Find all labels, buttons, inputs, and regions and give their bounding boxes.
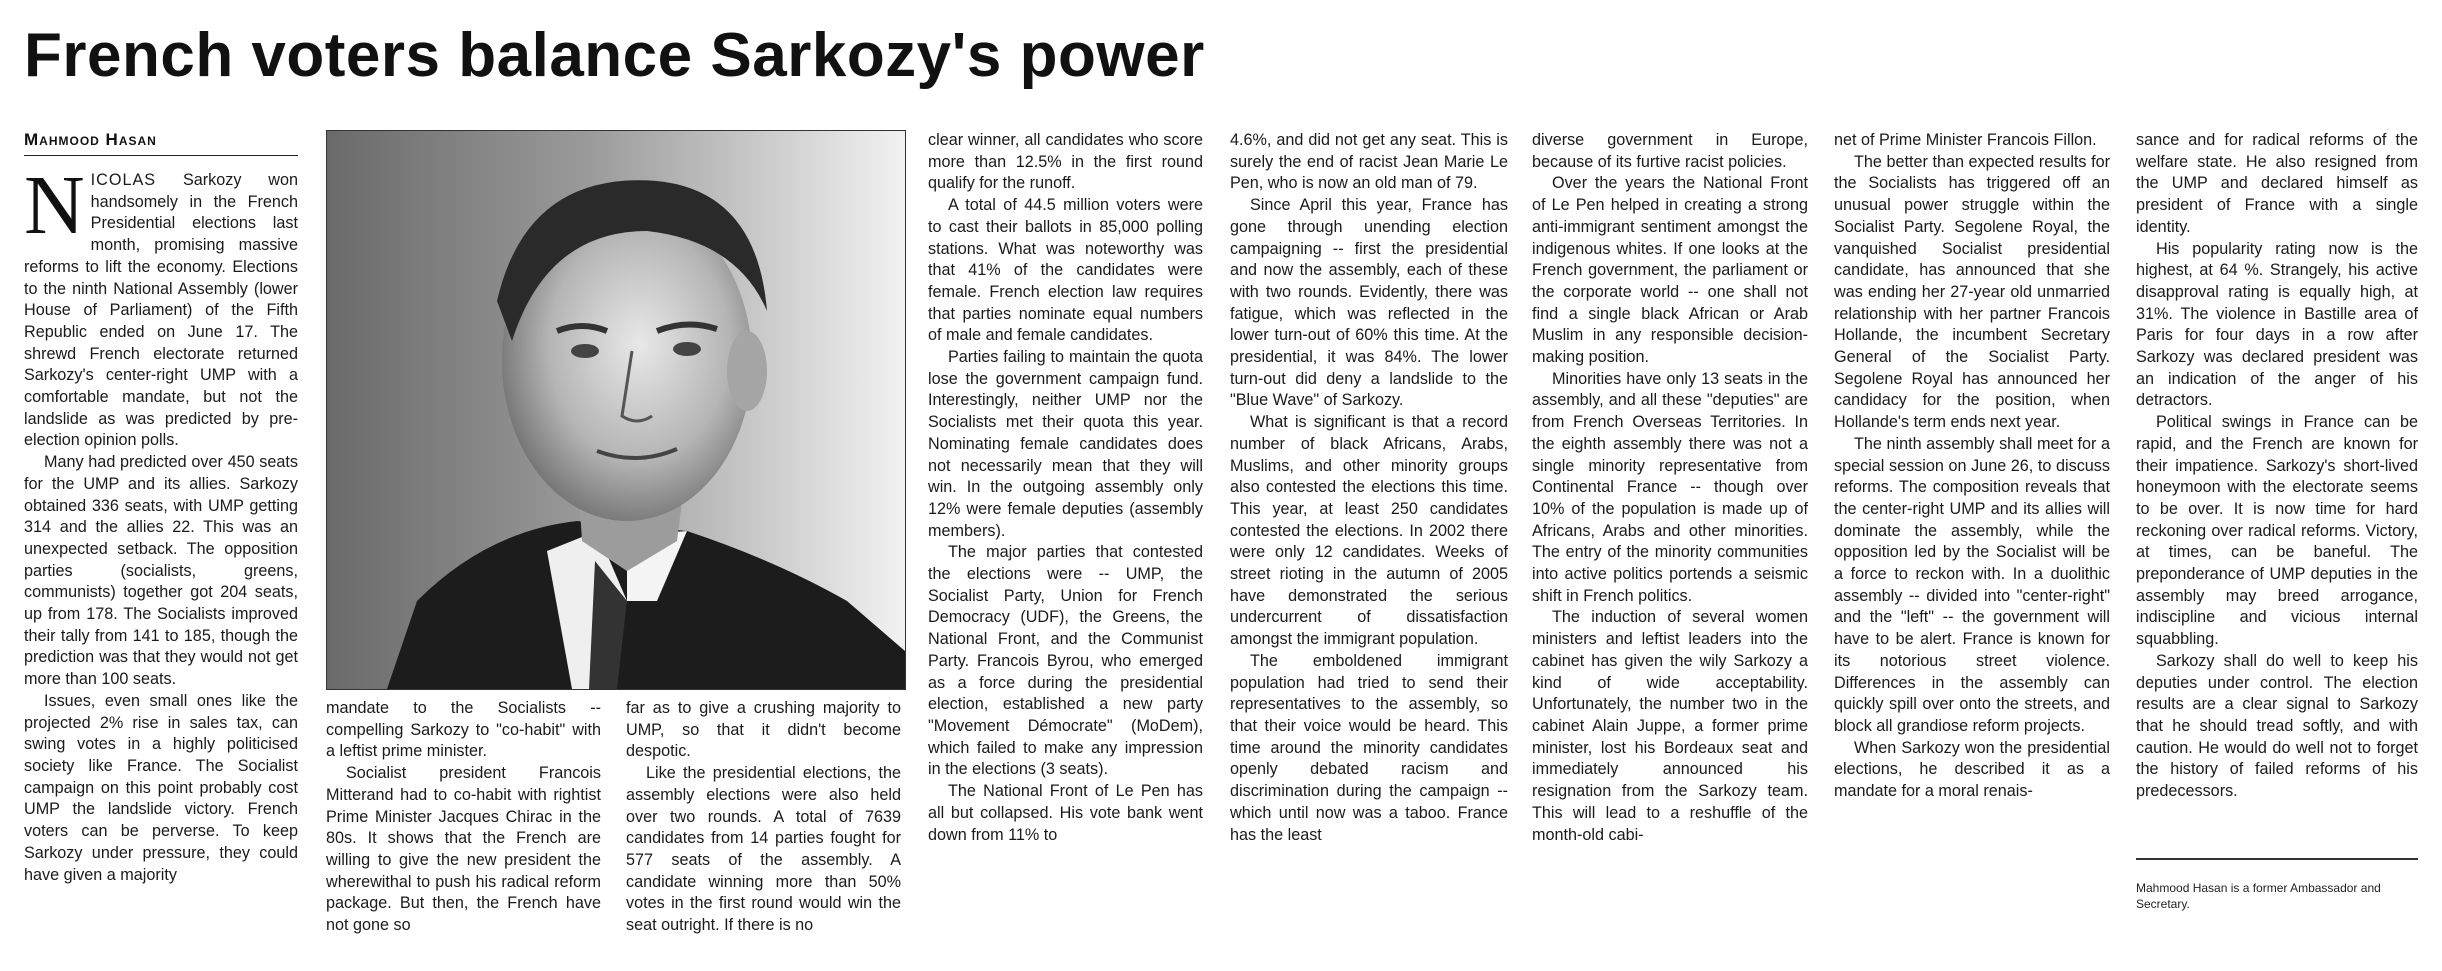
paragraph: net of Prime Minister Francois Fillon. <box>1834 131 2097 149</box>
byline: Mahmood Hasan <box>24 130 298 156</box>
paragraph: mandate to the Socialists -- compelling Sarkozy to "co-habit" with a leftist prime minister. <box>326 699 601 761</box>
column-5 <box>1532 130 1808 960</box>
paragraph: Parties failing to maintain the quota lose the government campaign fund. Interestingly, neither UMP nor the Socialists met their quota this year. Nominating female candidates does not necessarily mean that they will win. In the outgoing assembly only 12% were female deputies (assembly members). <box>928 348 1203 540</box>
drop-cap: N <box>24 170 85 252</box>
paragraph: The major parties that contested the elections were -- UMP, the Socialist Party, Union for French Democracy (UDF), the Greens, the National Front, and the Communist Party. Francois Byrou, who emerged as a force during the presidential election, established a new party "Movement Démocrate" (MoDem), which failed to make any impression in the elections (3 seats). <box>928 543 1203 779</box>
portrait-image <box>327 131 905 689</box>
paragraph: The emboldened immigrant population had tried to send their representatives to the assembly, so that their voice would be heard. This time around the minority candidates openly debated racism and discrimination during the campaign -- which until now was a taboo. France has the least <box>1230 651 1508 844</box>
paragraph: The ninth assembly shall meet for a special session on June 26, to discuss reforms. The composition reveals that the center-right UMP and its allies will dominate the assembly, while the opposition led by the Socialist will be a force to reckon with. In a duolithic assembly -- divided into "center-right" and the "left" -- the government will have to be alert. France is known for its notorious street violence. Differences in the assembly can quickly spill over onto the streets, and block all grandiose reform projects. <box>1834 434 2110 735</box>
paragraph: Over the years the National Front of Le Pen helped in creating a strong anti-immigrant sentiment amongst the indigenous whites. If one looks at the French government, the parliament or the corporate world -- one shall not find a single black African or Arab Muslim in any responsible decision-making position. <box>1532 174 1808 367</box>
column-3-top <box>928 130 1203 960</box>
column-6 <box>1834 130 2110 960</box>
paragraph: The induction of several women ministers and leftist leaders into the cabinet has given the wily Sarkozy a kind of wide acceptability. Unfortunately, the number two in the cabinet Alain Juppe, a former prime minister, lost his Bordeaux seat and immediately announced his resignation from the Sarkozy team. This will lead to a reshuffle of the month-old cabi- <box>1532 608 1808 844</box>
paragraph: Sarkozy shall do well to keep his deputies under control. The election results are a clear signal to Sarkozy that he should tread softly, and with caution. He would do well not to forget the history of failed reforms of his predecessors. <box>2136 651 2418 801</box>
column-4 <box>1230 130 1508 960</box>
paragraph: His popularity rating now is the highest, at 64 %. Strangely, his active disapproval rating is equally high, at 31%. The violence in Bastille area of Paris for four days in a row after Sarkozy was declared president was an indication of the anger of his detractors. <box>2136 239 2418 410</box>
paragraph: Minorities have only 13 seats in the assembly, and all these "deputies" are from French Overseas Territories. In the eighth assembly there was not a single minority representative from Continental France -- though over 10% of the population is made up of Africans, Arabs and other minorities. The entry of the minority communities into active politics portends a seismic shift in French politics. <box>1532 369 1808 605</box>
paragraph: Many had predicted over 450 seats for the UMP and its allies. Sarkozy obtained 336 seats, with UMP getting 314 and the allies 22. This was an unexpected setback. The opposition parties (socialists, greens, communists) together got 204 seats, up from 178. The Socialists improved their tally from 141 to 185, though the prediction was that they would not get more than 100 seats. <box>24 453 298 689</box>
paragraph: What is significant is that a record number of black Africans, Arabs, Muslims, and other minority groups also contested the elections this time. This year, at least 250 candidates contested the elections. In 2002 there were only 12 candidates. Weeks of street rioting in the autumn of 2005 have demonstrated the serious undercurrent of dissatisfaction amongst the immigrant population. <box>1230 413 1508 649</box>
author-footnote: Mahmood Hasan is a former Ambassador and Secretary. <box>2136 881 2381 911</box>
paragraph: Since April this year, France has gone through unending election campaigning -- first the presidential and now the assembly, each of these with two rounds. Evidently, there was fatigue, which was reflected in the lower turn-out of 60% this time. At the presidential, it was 84%. The lower turn-out did deny a landslide to the "Blue Wave" of Sarkozy. <box>1230 196 1508 410</box>
paragraph: A total of 44.5 million voters were to cast their ballots in 85,000 polling stations. What was noteworthy was that 41% of the candidates were female. French election law requires that parties nominate equal numbers of male and female candidates. <box>928 196 1203 345</box>
paragraph: sance and for radical reforms of the welfare state. He also resigned from the UMP and declared himself as president of France with a single identity. <box>2136 131 2418 236</box>
lead-word: ICOLAS <box>90 171 157 189</box>
column-7 <box>2136 130 2418 852</box>
column-1 <box>24 170 298 960</box>
paragraph: Issues, even small ones like the projected 2% rise in sales tax, can swing votes in a highly politicised society like France. The Socialist campaign on this point probably cost UMP the landslide victory. French voters can be perverse. To keep Sarkozy under pressure, they could have given a majority <box>24 691 298 884</box>
paragraph: The National Front of Le Pen has all but collapsed. His vote bank went down from 11% to <box>928 782 1203 844</box>
paragraph: The better than expected results for the Socialists has triggered off an unusual power struggle within the Socialist Party. Segolene Royal, the vanquished Socialist presidential candidate, has announced that she was ending her 27-year old unmarried relationship with her partner Francois Hollande, the incumbent Secretary General of the Socialist Party. Segolene Royal has announced her candidacy for the position, when Hollande's term ends next year. <box>1834 152 2110 432</box>
paragraph: Like the presidential elections, the assembly elections were also held over two rounds. A total of 7639 candidates from 14 parties fought for 577 seats of the assembly. A candidate winning more than 50% votes in the first round would win the seat outright. If there is no <box>626 764 901 935</box>
sarkozy-portrait-photo <box>326 130 906 690</box>
paragraph: 4.6%, and did not get any seat. This is surely the end of racist Jean Marie Le Pen, who is now an old man of 79. <box>1230 131 1508 193</box>
paragraph: diverse government in Europe, because of its furtive racist policies. <box>1532 131 1808 171</box>
paragraph: Political swings in France can be rapid, and the French are known for their impatience. Sarkozy's short-lived honeymoon with the electorate seems to be over. It is now time for hard reckoning over radical reforms. Victory, at times, can be baneful. The preponderance of UMP deputies in the assembly may breed arrogance, indiscipline and vicious internal squabbling. <box>2136 413 2418 649</box>
paragraph: clear winner, all candidates who score more than 12.5% in the first round qualify for the runoff. <box>928 131 1203 193</box>
paragraph: Socialist president Francois Mitterand had to co-habit with rightist Prime Minister Jacques Chirac in the 80s. It shows that the French are willing to give the new president the wherewithal to push his radical reform package. But then, the French have not gone so <box>326 764 601 935</box>
lead-paragraph <box>24 170 298 452</box>
paragraph: far as to give a crushing majority to UMP, so that it didn't become despotic. <box>626 699 901 761</box>
footnote-divider <box>2136 858 2418 860</box>
paragraph: Sarkozy won handsomely in the French Presidential elections last month, promising massive reforms to lift the economy. Elections to the ninth National Assembly (lower House of Parliament) of the Fifth Republic ended on June 17. The shrewd French electorate returned Sarkozy's center-right UMP with a comfortable mandate, but not the landslide as was predicted by pre-election opinion polls. <box>24 171 298 450</box>
column-3-bottom <box>626 698 901 960</box>
column-2 <box>326 698 601 960</box>
paragraph: When Sarkozy won the presidential elections, he described it as a mandate for a moral renais- <box>1834 738 2110 801</box>
headline: French voters balance Sarkozy's power <box>24 21 1205 90</box>
